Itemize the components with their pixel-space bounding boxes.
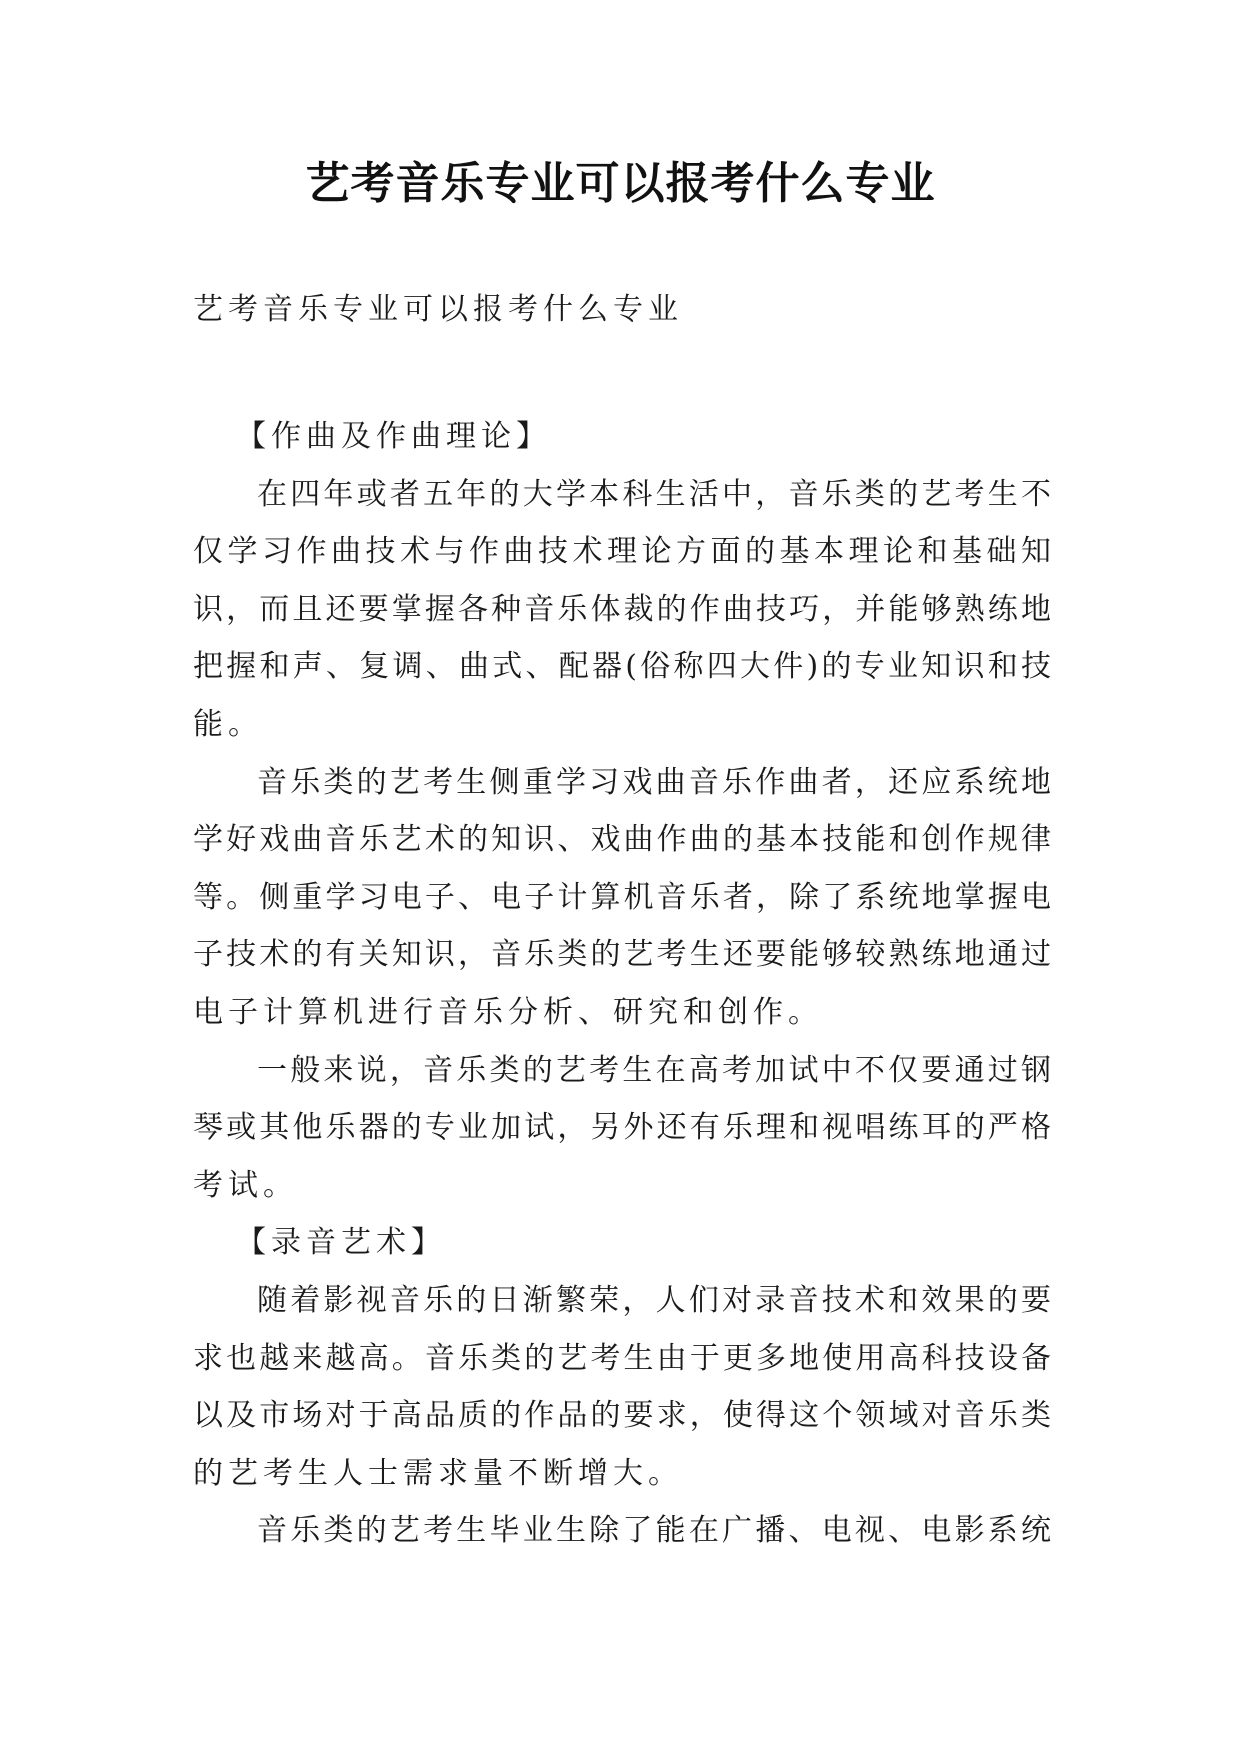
paragraph-line: 随着影视音乐的日渐繁荣，人们对录音技术和效果的要 (257, 1282, 1051, 1318)
document-subtitle: 艺考音乐专业可以报考什么专业 (193, 292, 683, 327)
paragraph-line: 音乐类的艺考生毕业生除了能在广播、电视、电影系统 (257, 1513, 1051, 1549)
paragraph-line: 的艺考生人士需求量不断增大。 (193, 1455, 683, 1491)
paragraph-line: 仅学习作曲技术与作曲技术理论方面的基本理论和基础知 (193, 534, 1051, 570)
paragraph-line: 求也越来越高。音乐类的艺考生由于更多地使用高科技设备 (193, 1340, 1051, 1376)
document-title: 艺考音乐专业可以报考什么专业 (305, 158, 936, 209)
paragraph-line: 识，而且还要掌握各种音乐体裁的作曲技巧，并能够熟练地 (193, 591, 1051, 627)
paragraph-line: 能。 (193, 706, 263, 742)
document-body (193, 408, 1051, 1560)
paragraph-line: 学好戏曲音乐艺术的知识、戏曲作曲的基本技能和创作规律 (193, 822, 1051, 858)
paragraph-line: 在四年或者五年的大学本科生活中，音乐类的艺考生不 (257, 476, 1051, 512)
paragraph-line: 子技术的有关知识，音乐类的艺考生还要能够较熟练地通过 (193, 937, 1051, 973)
paragraph-line: 以及市场对于高品质的作品的要求，使得这个领域对音乐类 (193, 1398, 1051, 1434)
paragraph-line: 把握和声、复调、曲式、配器(俗称四大件)的专业知识和技 (193, 649, 1051, 685)
paragraph-line: 一般来说，音乐类的艺考生在高考加试中不仅要通过钢 (257, 1052, 1051, 1088)
paragraph-line: 考试。 (193, 1167, 298, 1203)
paragraph-line: 琴或其他乐器的专业加试，另外还有乐理和视唱练耳的严格 (193, 1110, 1051, 1146)
paragraph-line: 音乐类的艺考生侧重学习戏曲音乐作曲者，还应系统地 (257, 764, 1051, 800)
paragraph-line: 等。侧重学习电子、电子计算机音乐者，除了系统地掌握电 (193, 879, 1051, 915)
section-heading: 【录音艺术】 (236, 1225, 446, 1261)
section-heading: 【作曲及作曲理论】 (236, 419, 551, 454)
paragraph-line: 电子计算机进行音乐分析、研究和创作。 (193, 994, 823, 1030)
